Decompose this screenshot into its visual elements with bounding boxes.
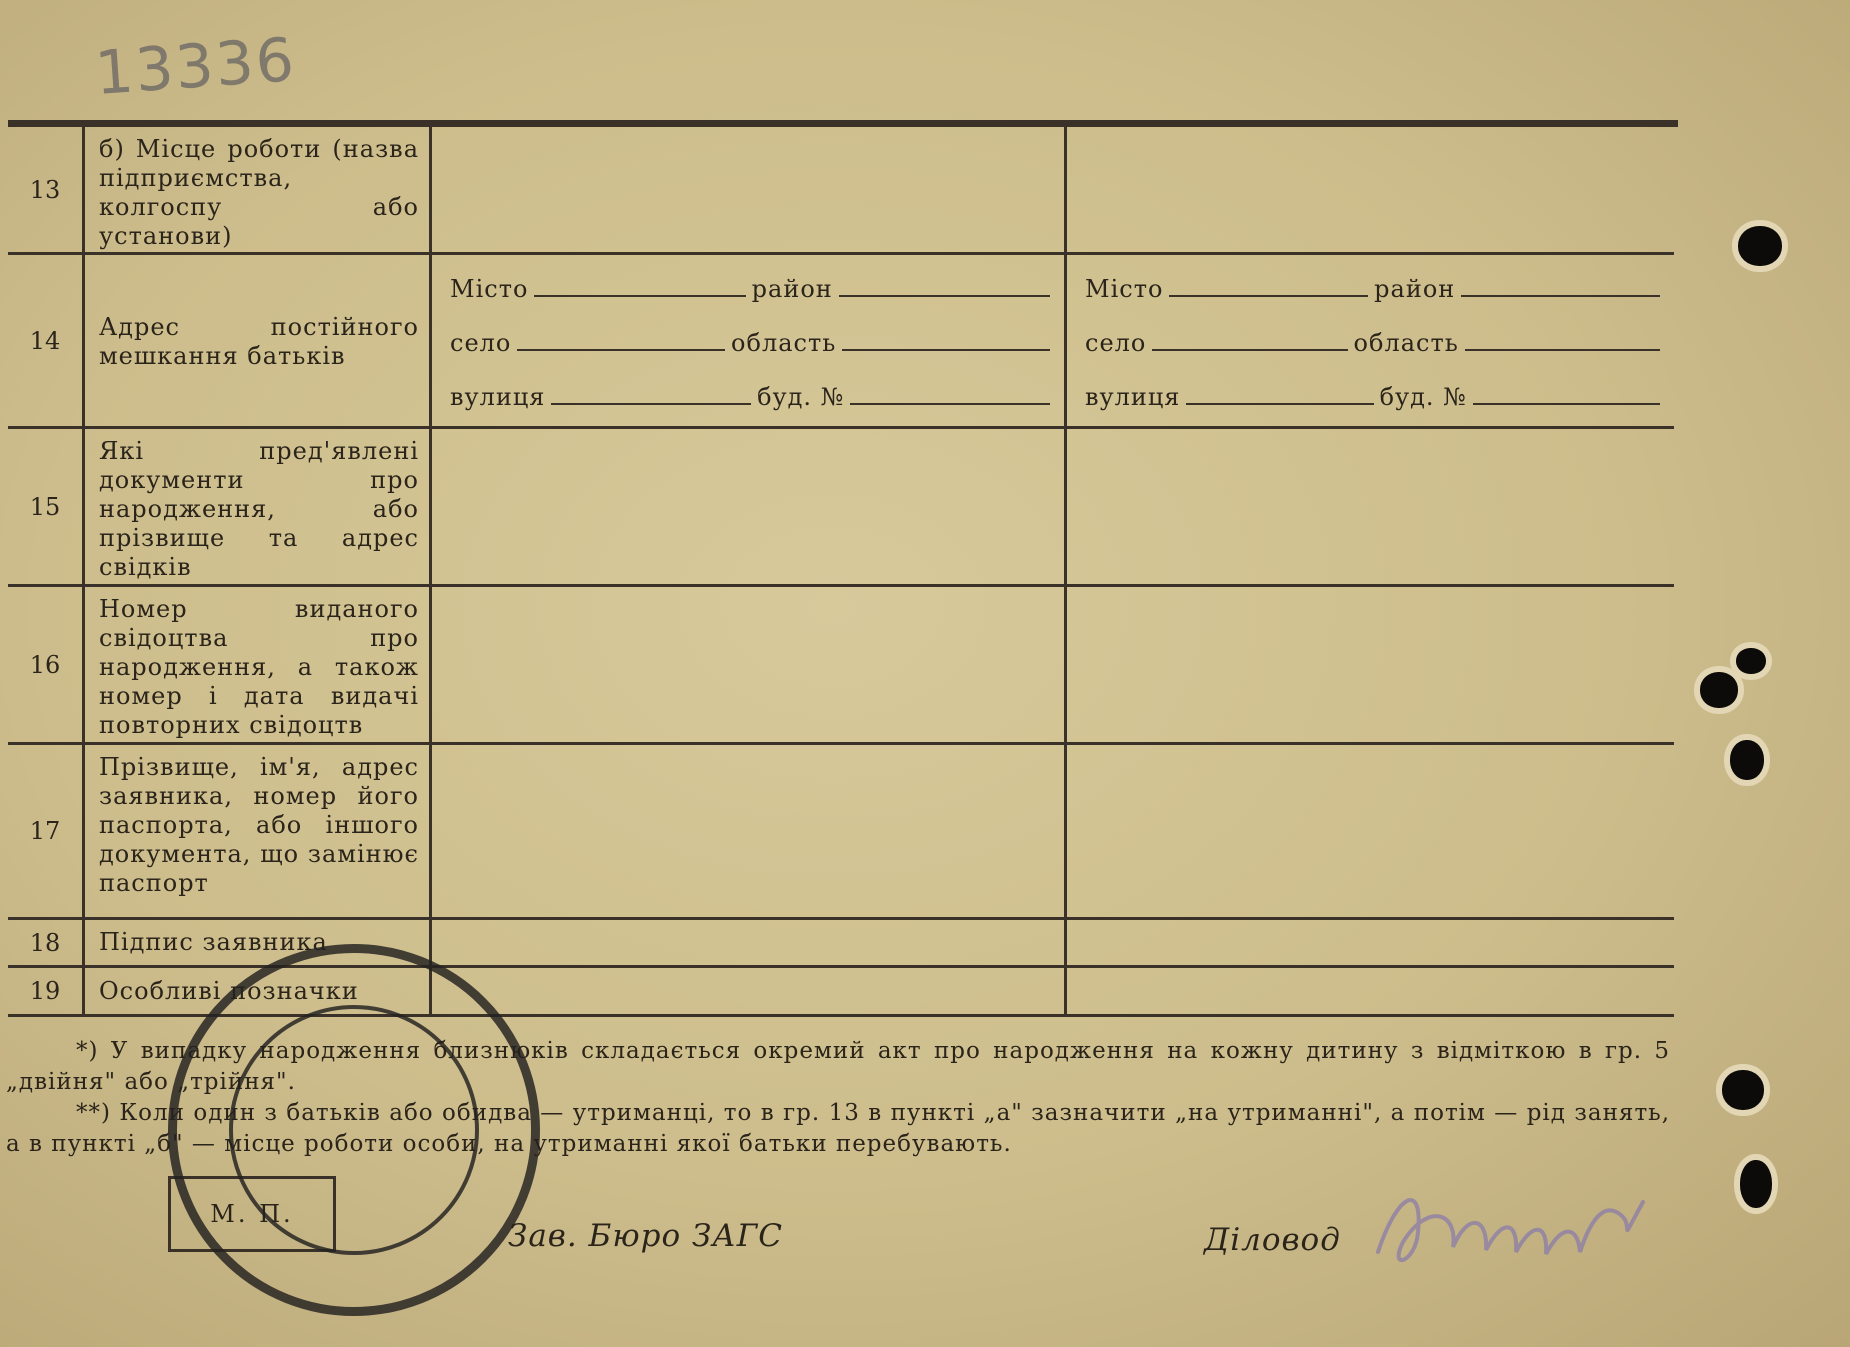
handwritten-archive-number: 13336 xyxy=(92,25,299,109)
row-label: Прізвище, ім'я, адрес заявника, номер його паспорта, або іншого документа, що замінює паспорт xyxy=(82,745,432,917)
signature-field-2[interactable] xyxy=(1064,920,1674,965)
footnote-2: **) Коли один з батьків або обидва — утриманці, то в гр. 13 в пункті „а" зазначити „на утриманні", а потім — рід занять, а в пункті „б" — місце роботи особи, на утриманні якої батьки перебувають. xyxy=(6,1100,1670,1157)
top-rule xyxy=(8,120,1678,127)
row-number: 16 xyxy=(29,650,61,679)
punch-hole xyxy=(1736,648,1766,674)
field-parent-2[interactable] xyxy=(1064,429,1674,584)
row-number: 14 xyxy=(29,326,61,355)
street-label: вулиця xyxy=(450,383,546,411)
row-18 xyxy=(8,920,1674,968)
row-label-text: Адрес постійного мешкання батьків xyxy=(99,312,419,370)
field-parent-2[interactable] xyxy=(1064,745,1674,917)
special-notes-field[interactable] xyxy=(432,968,1064,1014)
region-label: область xyxy=(731,329,837,357)
village-label: село xyxy=(450,329,512,357)
address-line-city[interactable] xyxy=(450,275,1056,303)
punch-hole xyxy=(1740,1160,1772,1208)
field-parent-1[interactable] xyxy=(432,587,1064,742)
house-label: буд. № xyxy=(757,383,845,411)
address-line-village[interactable] xyxy=(1085,329,1666,357)
field-parent-1[interactable] xyxy=(432,745,1064,917)
row-14 xyxy=(8,255,1674,429)
row-16 xyxy=(8,587,1674,745)
field-parent-2[interactable] xyxy=(1064,127,1674,252)
street-label: вулиця xyxy=(1085,383,1181,411)
city-label: Місто xyxy=(1085,275,1164,303)
special-notes-field-2[interactable] xyxy=(1064,968,1674,1014)
punch-hole xyxy=(1700,672,1738,708)
field-parent-2[interactable] xyxy=(1064,587,1674,742)
punch-hole xyxy=(1722,1070,1764,1110)
round-seal-stamp xyxy=(168,944,540,1316)
row-15 xyxy=(8,429,1674,587)
district-label: район xyxy=(1374,275,1456,303)
city-label: Місто xyxy=(450,275,529,303)
region-label: область xyxy=(1353,329,1459,357)
address-parent-2 xyxy=(1064,255,1674,426)
footnote-1: *) У випадку народження близнюків складається окремий акт про народження на кожну дитину з відміткою в гр. 5 „двійня" або „трійня". xyxy=(6,1038,1670,1095)
handwritten-signature xyxy=(1368,1172,1658,1282)
punch-hole xyxy=(1738,226,1782,266)
row-number: 13 xyxy=(29,175,61,204)
house-label: буд. № xyxy=(1379,383,1467,411)
row-number: 15 xyxy=(29,492,61,521)
field-parent-1[interactable] xyxy=(432,429,1064,584)
row-number: 19 xyxy=(29,977,61,1005)
punch-hole xyxy=(1730,740,1764,780)
row-13 xyxy=(8,127,1674,255)
head-signature-label: Зав. Бюро ЗАГС xyxy=(508,1218,784,1254)
seal-place-box: М. П. xyxy=(168,1176,336,1252)
row-label-text: Підпис заявника xyxy=(99,928,328,956)
address-line-city[interactable] xyxy=(1085,275,1666,303)
field-parent-1[interactable] xyxy=(432,127,1064,252)
row-label xyxy=(82,255,432,426)
row-label: Номер виданого свідоцтва про народження, а також номер і дата видачі повторних свідоцтв xyxy=(82,587,432,742)
signature-field[interactable] xyxy=(432,920,1064,965)
address-parent-1 xyxy=(432,255,1064,426)
row-number: 18 xyxy=(29,928,61,957)
row-label-text: Особливі позначки xyxy=(99,976,359,1005)
address-line-street[interactable] xyxy=(450,383,1056,411)
row-number: 17 xyxy=(29,817,61,845)
row-label: б) Місце роботи (назва підприємства, колгоспу або установи) xyxy=(82,127,432,252)
address-line-village[interactable] xyxy=(450,329,1056,357)
district-label: район xyxy=(751,275,833,303)
row-17 xyxy=(8,745,1674,920)
clerk-signature-label: Діловод xyxy=(1204,1222,1341,1258)
form-table xyxy=(8,127,1674,1017)
address-line-street[interactable] xyxy=(1085,383,1666,411)
row-label: Які пред'явлені документи про народження, або прізвище та адрес свідків xyxy=(82,429,432,584)
village-label: село xyxy=(1085,329,1147,357)
